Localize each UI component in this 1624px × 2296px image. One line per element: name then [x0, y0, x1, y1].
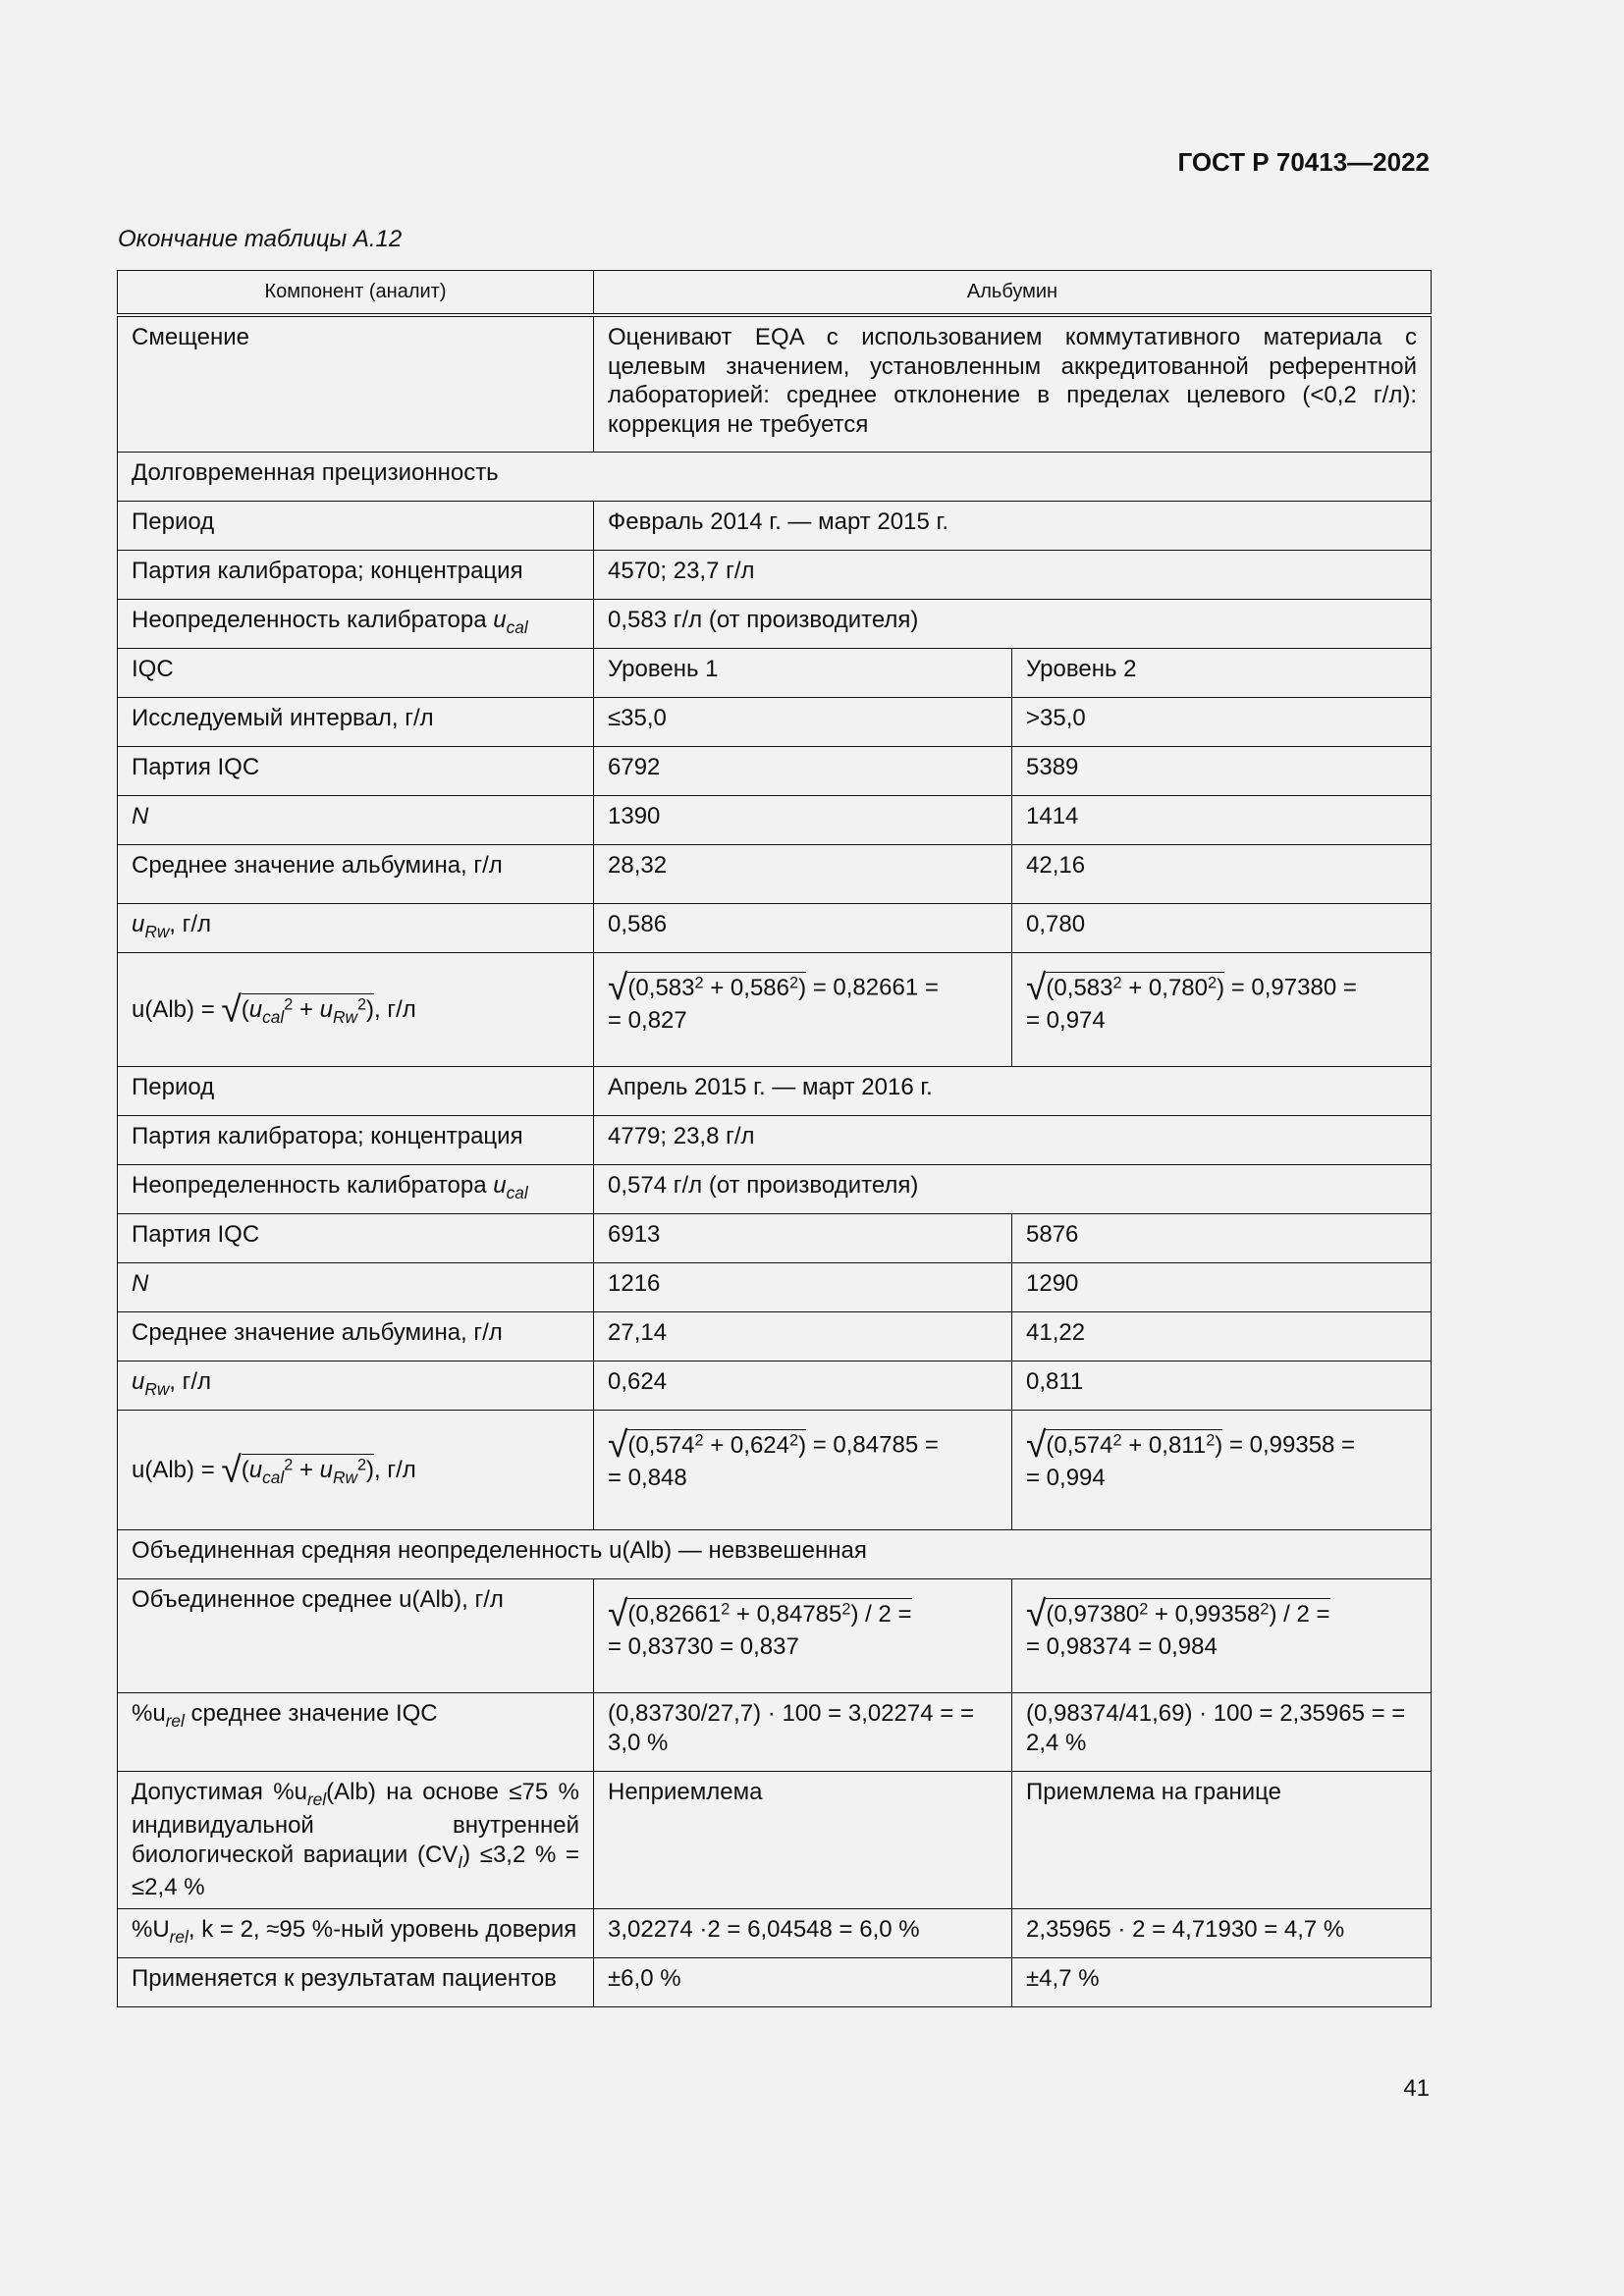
calc-result: = 0,848	[608, 1464, 687, 1491]
row-label	[118, 600, 594, 649]
table-row	[118, 904, 1432, 953]
formula-unit: , г/л	[374, 996, 416, 1024]
calibrator-uncertainty-label: Неопределенность калибратора	[132, 607, 487, 634]
row-label: N	[118, 796, 594, 845]
table-row	[118, 1067, 1432, 1116]
unit-text: , г/л	[169, 1368, 212, 1396]
cell-value: 41,22	[1012, 1312, 1432, 1362]
cell-value: 27,14	[594, 1312, 1012, 1362]
table-caption: Окончание таблицы А.12	[118, 226, 403, 252]
cell-value: 1390	[594, 796, 1012, 845]
row-label: Партия калибратора; концентрация	[118, 1116, 594, 1165]
period-value: Апрель 2015 г. — март 2016 г.	[594, 1067, 1432, 1116]
row-label: Исследуемый интервал, г/л	[118, 698, 594, 747]
calc-result: = 0,83730 = 0,837	[608, 1632, 799, 1660]
cell-value: 2,35965 · 2 = 4,71930 = 4,7 %	[1012, 1908, 1432, 1957]
level-1: Уровень 1	[594, 649, 1012, 698]
calc-cell: $√(0,82661^2 + 0,84785^2) / 2$ = = 0,83730 = 0,837	[594, 1579, 1012, 1693]
unit-text: , г/л	[169, 911, 212, 938]
cell-value: 0,811	[1012, 1362, 1432, 1411]
u-symbol: u	[132, 911, 145, 938]
formula-unit: , г/л	[374, 1457, 416, 1484]
u-symbol: u	[493, 1172, 507, 1200]
cell-value: 5876	[1012, 1214, 1432, 1263]
table-row	[118, 1693, 1432, 1772]
cell-value: 5389	[1012, 747, 1432, 796]
row-label: Партия IQC	[118, 747, 594, 796]
level-2: Уровень 2	[1012, 649, 1432, 698]
calc-result: = 0,994	[1026, 1464, 1106, 1491]
calc-result: = 0,827	[608, 1006, 687, 1034]
sqrt-icon: √	[221, 1448, 242, 1490]
table-row	[118, 1362, 1432, 1411]
period-value: Февраль 2014 г. — март 2015 г.	[594, 502, 1432, 551]
cell-value: 42,16	[1012, 845, 1432, 904]
cell-value: 3,02274 ·2 = 6,04548 = 6,0 %	[594, 1908, 1012, 1957]
row-label: Допустимая $\%u_{rel}(Alb)$ на основе ≤75 % индивидуальной внутренней биологической вариации $(CV_I) \le 3,2$ % = ≤2,4 %	[118, 1772, 594, 1908]
u-symbol: u	[493, 607, 507, 634]
cal-subscript: cal	[506, 1183, 528, 1203]
cell-value: 0,586	[594, 904, 1012, 953]
rw-subscript: Rw	[144, 922, 170, 942]
row-label: Применяется к результатам пациентов	[118, 1957, 594, 2006]
cell-value: Приемлема на границе	[1012, 1772, 1432, 1908]
sqrt-icon: √	[1026, 1423, 1047, 1466]
uncertainty-table	[117, 270, 1432, 2007]
cell-value: (0,83730/27,7) · 100 = 3,02274 = = 3,0 %	[594, 1693, 1012, 1772]
table-row	[118, 1312, 1432, 1362]
row-label: $\%U_{rel}$, k = 2, ≈95 %-ный уровень доверия	[118, 1908, 594, 1957]
bias-text: Оценивают EQA с использованием коммутативного материала с целевым значением, установленным аккредитованной референтной лабораторией: среднее отклонение в пределах целевого (<0,2 г/л): коррекция не требуется	[594, 315, 1432, 453]
table-row	[118, 1165, 1432, 1214]
row-label: IQC	[118, 649, 594, 698]
calc-cell: $√(0,583^2 + 0,780^2) = 0,97380$ = = 0,974	[1012, 953, 1432, 1067]
table-row	[118, 1579, 1432, 1693]
header-component: Компонент (аналит)	[118, 271, 594, 315]
table-row	[118, 953, 1432, 1067]
table-row	[118, 1957, 1432, 2006]
table-row	[118, 453, 1432, 502]
rw-subscript: Rw	[144, 1379, 170, 1400]
sqrt-icon: √	[608, 1592, 628, 1634]
calibrator-uncertainty-value: 0,574 г/л (от производителя)	[594, 1165, 1432, 1214]
calc-result: = 0,974	[1026, 1006, 1106, 1034]
row-label: $\%u_{rel}$ среднее значение IQC	[118, 1693, 594, 1772]
table-row	[118, 845, 1432, 904]
table-row	[118, 649, 1432, 698]
page-number: 41	[1403, 2075, 1430, 2102]
table-row	[118, 1772, 1432, 1908]
standard-number: ГОСТ Р 70413—2022	[1177, 147, 1430, 177]
formula-cell: $u(Alb) = √(u_{cal}^2 + u_{Rw}^2)$, г/л	[118, 953, 594, 1067]
header-analyte: Альбумин	[594, 271, 1432, 315]
table-row	[118, 1214, 1432, 1263]
table-header-row	[118, 271, 1432, 315]
calibrator-lot-value: 4570; 23,7 г/л	[594, 551, 1432, 600]
table-row	[118, 551, 1432, 600]
table-row	[118, 1908, 1432, 1957]
cell-value: (0,98374/41,69) · 100 = 2,35965 = = 2,4 %	[1012, 1693, 1432, 1772]
table-row	[118, 796, 1432, 845]
row-label: Партия калибратора; концентрация	[118, 551, 594, 600]
calc-result: = 0,98374 = 0,984	[1026, 1632, 1218, 1660]
calc-cell: $√(0,583^2 + 0,586^2) = 0,82661$ = = 0,827	[594, 953, 1012, 1067]
table-row	[118, 1116, 1432, 1165]
calibrator-lot-value: 4779; 23,8 г/л	[594, 1116, 1432, 1165]
cell-value: ≤35,0	[594, 698, 1012, 747]
table-row	[118, 1411, 1432, 1530]
cell-value: 6792	[594, 747, 1012, 796]
calc-cell: $√(0,97380^2 + 0,99358^2) / 2$ = = 0,98374 = 0,984	[1012, 1579, 1432, 1693]
formula-lhs: u(Alb) =	[132, 1457, 215, 1484]
cell-value: ±6,0 %	[594, 1957, 1012, 2006]
cell-value: 28,32	[594, 845, 1012, 904]
row-label	[118, 1362, 594, 1411]
section-title: Долговременная прецизионность	[118, 453, 1432, 502]
row-label: N	[118, 1263, 594, 1312]
table-row	[118, 600, 1432, 649]
cell-value: 6913	[594, 1214, 1012, 1263]
row-label: Среднее значение альбумина, г/л	[118, 845, 594, 904]
cell-value: 0,780	[1012, 904, 1432, 953]
table-row	[118, 698, 1432, 747]
table-row	[118, 315, 1432, 453]
calc-cell: $√(0,574^2 + 0,624^2) = 0,84785$ = = 0,848	[594, 1411, 1012, 1530]
table-row	[118, 747, 1432, 796]
row-label: Период	[118, 502, 594, 551]
cell-value: 0,624	[594, 1362, 1012, 1411]
calc-cell: $√(0,574^2 + 0,811^2) = 0,99358$ = = 0,994	[1012, 1411, 1432, 1530]
formula-cell: $u(Alb) = √(u_{cal}^2 + u_{Rw}^2)$, г/л	[118, 1411, 594, 1530]
table-row	[118, 502, 1432, 551]
cell-value: 1216	[594, 1263, 1012, 1312]
row-label	[118, 904, 594, 953]
formula-lhs: u(Alb) =	[132, 996, 215, 1024]
row-label: Смещение	[118, 315, 594, 453]
cell-value: 1414	[1012, 796, 1432, 845]
section-title: Объединенная средняя неопределенность u(Alb) — невзвешенная	[118, 1530, 1432, 1579]
cell-value: Неприемлема	[594, 1772, 1012, 1908]
cal-subscript: cal	[506, 617, 528, 638]
cell-value: ±4,7 %	[1012, 1957, 1432, 2006]
table-row	[118, 1530, 1432, 1579]
calibrator-uncertainty-label: Неопределенность калибратора	[132, 1172, 487, 1200]
row-label: Среднее значение альбумина, г/л	[118, 1312, 594, 1362]
row-label: Объединенное среднее u(Alb), г/л	[118, 1579, 594, 1693]
row-label: Период	[118, 1067, 594, 1116]
calibrator-uncertainty-value: 0,583 г/л (от производителя)	[594, 600, 1432, 649]
sqrt-icon: √	[608, 966, 628, 1008]
u-symbol: u	[132, 1368, 145, 1396]
cell-value: 1290	[1012, 1263, 1432, 1312]
sqrt-icon: √	[1026, 1592, 1047, 1634]
row-label	[118, 1165, 594, 1214]
row-label: Партия IQC	[118, 1214, 594, 1263]
cell-value: >35,0	[1012, 698, 1432, 747]
sqrt-icon: √	[608, 1423, 628, 1466]
sqrt-icon: √	[221, 988, 242, 1030]
table-row	[118, 1263, 1432, 1312]
sqrt-icon: √	[1026, 966, 1047, 1008]
